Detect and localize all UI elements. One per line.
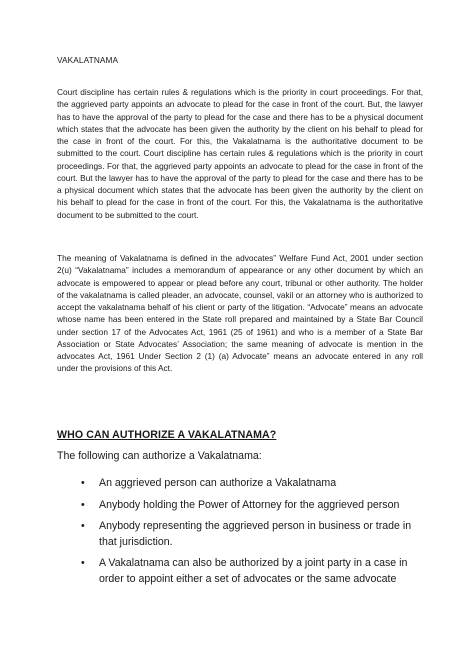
document-title: VAKALATNAMA xyxy=(57,55,119,65)
list-item-text: A Vakalatnama can also be authorized by a joint party in a case in order to appoint either a set of advocates or the same advocate xyxy=(99,557,408,585)
list-item-text: Anybody representing the aggrieved person in business or trade in that jurisdiction. xyxy=(99,520,412,548)
section-intro: The following can authorize a Vakalatnama: xyxy=(57,450,262,462)
bullet-icon: • xyxy=(81,520,85,532)
bullet-list xyxy=(0,476,474,593)
paragraph-court-discipline: Court discipline has certain rules & regulations which is the priority in court proceedings. For that, the aggrieved party appoints an advocate to plead for the case in front of the court. But, the lawyer has to have the approval of the party to plead for the case and there has to be a physical document which states that the advocate has been given the authority by the client on his behalf to plead for the case in front of the court. For this, the Vakalatnama is the authoritative document to be submitted to the court. Court discipline has certain rules & regulations which is the priority in court proceedings. For that, the aggrieved party appoints an advocate to plead for the case in front of the court. But the lawyer has to have the approval of the party to plead for the case and there has to be a physical document which states that the advocate has been given the authority by the client on his behalf to plead for the case in front of the court. For this, the Vakalatnama is the authoritative document to be submitted to the court. xyxy=(57,87,423,220)
paragraph-meaning-of-vakalatnama: The meaning of Vakalatnama is defined in the advocates” Welfare Fund Act, 2001 under section 2(u) “Vakalatnama” includes a memorandum of appearance or any other document by which an advocate is empowered to appear or plead before any court, tribunal or other authority. The holder of the vakalatnama is called pleader, an advocate, counsel, vakil or an attorney who is authorized to accept the vakalatnama behalf of his client or party of the litigation. “Advocate” means an advocate whose name has been entered in the State roll prepared and maintained by a State Bar Council under section 17 of the Advocates Act, 1961 (25 of 1961) and who is a member of a State Bar Association or State Advocates’ Association; the same meaning of advocate is mention in the advocates Act, 1961 Under Section 2 (1) (a) Advocate” means an advocate entered in any roll under the provisions of this Act. xyxy=(57,253,423,374)
list-item xyxy=(0,519,415,550)
bullet-icon: • xyxy=(81,477,85,489)
section-heading: WHO CAN AUTHORIZE A VAKALATNAMA? xyxy=(57,429,277,441)
bullet-icon: • xyxy=(81,498,85,511)
list-item xyxy=(0,476,415,492)
list-item xyxy=(0,498,415,514)
bullet-icon: • xyxy=(81,557,85,569)
list-item-text: An aggrieved person can authorize a Vakalatnama xyxy=(99,477,337,489)
list-item-text: Anybody holding the Power of Attorney for the aggrieved person xyxy=(99,498,400,511)
list-item xyxy=(0,556,415,587)
